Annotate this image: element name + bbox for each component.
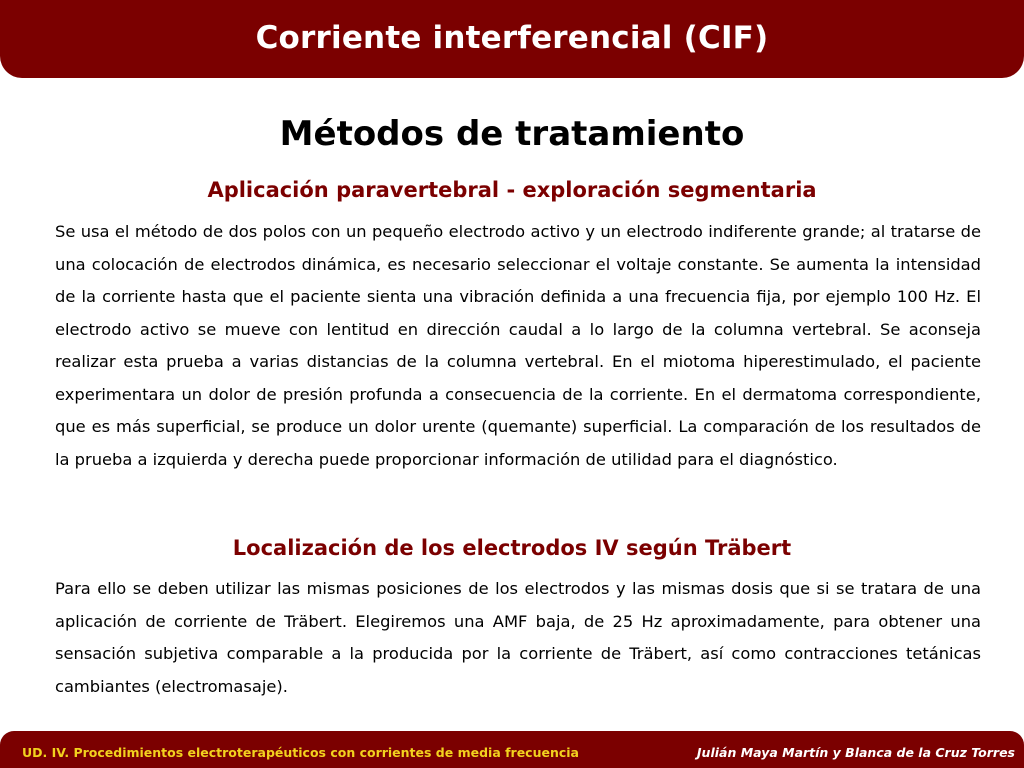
section-text-paravertebral: Se usa el método de dos polos con un pequeño electrodo activo y un electrodo indiferente grande; al tratarse de una colocación de electrodos dinámica, es necesario seleccionar el voltaje constante. Se aumenta la intensidad de la corriente hasta que el paciente sienta una vibración definida a una frecuencia fija, por ejemplo 100 Hz. El electrodo activo se mueve con lentitud en dirección caudal a lo largo de la columna vertebral. Se aconseja realizar esta prueba a varias distancias de la columna vertebral. En el miotoma hiperestimulado, el paciente experimentara un dolor de presión profunda a consecuencia de la corriente. En el dermatoma correspondiente, que es más superficial, se produce un dolor urente (quemante) superficial. La comparación de los resultados de la prueba a izquierda y derecha puede proporcionar información de utilidad para el diagnóstico. bbox=[55, 222, 981, 469]
slide-title: Corriente interferencial (CIF) bbox=[255, 20, 769, 56]
footer-authors: Julián Maya Martín y Blanca de la Cruz Torres bbox=[696, 745, 1015, 760]
title-bar bbox=[0, 0, 1024, 78]
section-heading-paravertebral: Aplicación paravertebral - exploración segmentaria bbox=[207, 178, 817, 202]
footer-unit-title: UD. IV. Procedimientos electroterapéuticos con corrientes de media frecuencia bbox=[22, 745, 579, 760]
main-heading: Métodos de tratamiento bbox=[279, 114, 745, 154]
section-text-trabert: Para ello se deben utilizar las mismas posiciones de los electrodos y las mismas dosis que si se tratara de una aplicación de corriente de Träbert. Elegiremos una AMF baja, de 25 Hz aproximadamente, para obtener una sensación subjetiva comparable a la producida por la corriente de Träbert, así como contracciones tetánicas cambiantes (electromasaje). bbox=[55, 579, 981, 696]
footer-bar bbox=[0, 731, 1024, 768]
section-heading-trabert: Localización de los electrodos IV según Träbert bbox=[232, 536, 792, 560]
